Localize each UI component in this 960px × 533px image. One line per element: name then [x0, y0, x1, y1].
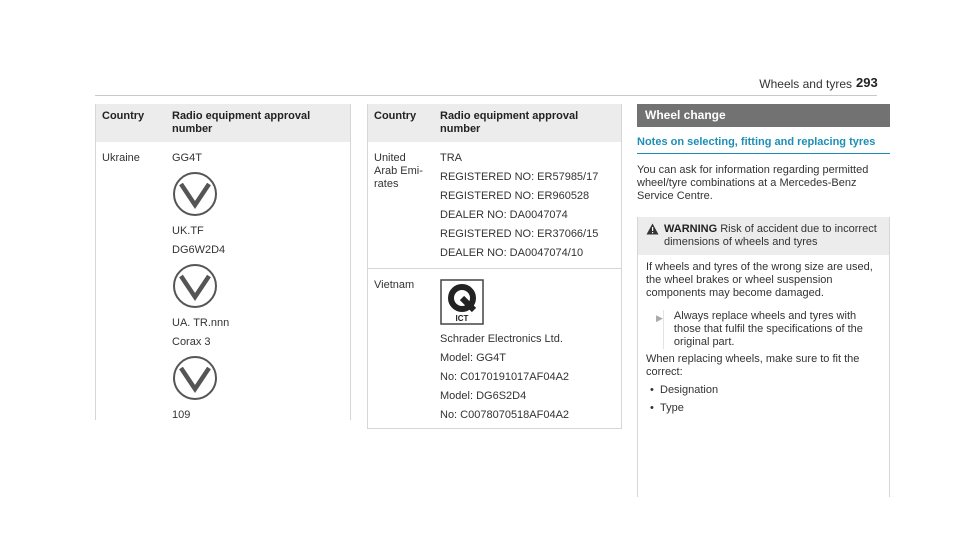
- approval-line: Corax 3: [172, 336, 211, 348]
- approval-line: Model: DG6S2D4: [440, 390, 527, 402]
- approval-table-ukraine: [95, 104, 351, 420]
- approval-line: DG6W2D4: [172, 244, 226, 256]
- approval-line: UA. TR.nnn: [172, 317, 230, 329]
- table-header: [368, 104, 621, 142]
- warning-body: [638, 255, 889, 421]
- warning-box: [637, 217, 890, 497]
- approval-line: REGISTERED NO: ER37066/15: [440, 228, 599, 240]
- approval-line: No: C0170191017AF04A2: [440, 371, 570, 383]
- when-replacing-text: When replacing wheels, make sure to fit the correct:: [646, 353, 860, 378]
- list-item: [646, 384, 881, 397]
- list-item: [646, 402, 881, 415]
- approval-line: REGISTERED NO: ER57985/17: [440, 171, 599, 183]
- warning-triangle-icon: [646, 223, 659, 235]
- warning-label: WARNING: [664, 223, 718, 235]
- approval-line: Model: GG4T: [440, 352, 507, 364]
- approval-line: No: C0078070518AF04A2: [440, 409, 570, 421]
- ukraine-certification-mark-icon: [172, 263, 218, 309]
- approval-line: GG4T: [172, 152, 202, 164]
- svg-text:ICT: ICT: [455, 314, 469, 323]
- col-approval-header: Radio equipment approval number: [172, 110, 311, 135]
- arrow-right-icon: ▶: [656, 313, 663, 323]
- bullet-icon: •: [650, 402, 654, 414]
- warning-body-text: If wheels and tyres of the wrong size are used, the wheel brakes or wheel suspension components may become damaged.: [646, 261, 873, 299]
- wheel-change-section: [637, 104, 890, 497]
- ukraine-certification-mark-icon: [172, 355, 218, 401]
- approval-cell: [434, 279, 621, 428]
- country-cell: Vietnam: [374, 279, 415, 291]
- approval-cell: [434, 152, 621, 266]
- approval-line: REGISTERED NO: ER960528: [440, 190, 590, 202]
- section-title-bar: Wheel change: [637, 104, 890, 127]
- table-row: [96, 152, 350, 428]
- row-divider: [368, 268, 621, 269]
- table-header: [96, 104, 350, 142]
- instruction-text: Always replace wheels and tyres with those that fulfil the specifications of the original part.: [663, 310, 881, 349]
- warning-text: Risk of accident due to incorrect dimensions of wheels and tyres: [664, 223, 877, 248]
- approval-line: Schrader Electronics Ltd.: [440, 333, 563, 345]
- approval-line: 109: [172, 409, 191, 421]
- approval-line: DEALER NO: DA0047074/10: [440, 247, 584, 259]
- country-text: United Arab Emi-rates: [374, 152, 423, 190]
- approval-cell: [166, 152, 348, 428]
- bullet-text: Designation: [660, 384, 719, 396]
- col-country-header: Country: [374, 110, 417, 122]
- ict-certification-logo: [440, 279, 484, 325]
- subsection-heading: Notes on selecting, fitting and replacing tyres: [637, 136, 890, 154]
- approval-line: DEALER NO: DA0047074: [440, 209, 568, 221]
- approval-line: TRA: [440, 152, 462, 164]
- country-cell: [368, 152, 434, 266]
- approval-line: UK.TF: [172, 225, 204, 237]
- bullet-icon: •: [650, 384, 654, 396]
- running-header: Wheels and tyres: [759, 77, 852, 91]
- intro-paragraph: You can ask for information regarding permitted wheel/tyre combinations at a Mercedes-Benz Service Centre.: [637, 164, 869, 202]
- instruction-row: [646, 310, 881, 349]
- table-row: [368, 152, 621, 266]
- col-country-header: Country: [102, 110, 145, 122]
- bullet-text: Type: [660, 402, 684, 414]
- approval-table-uae-vietnam: [367, 104, 622, 429]
- country-cell: Ukraine: [102, 152, 140, 164]
- ukraine-certification-mark-icon: [172, 171, 218, 217]
- table-row: [368, 279, 621, 428]
- warning-header: [638, 217, 889, 255]
- header-rule: [95, 95, 877, 96]
- col-approval-header: Radio equipment approval number: [440, 110, 579, 135]
- page-number: 293: [856, 75, 878, 90]
